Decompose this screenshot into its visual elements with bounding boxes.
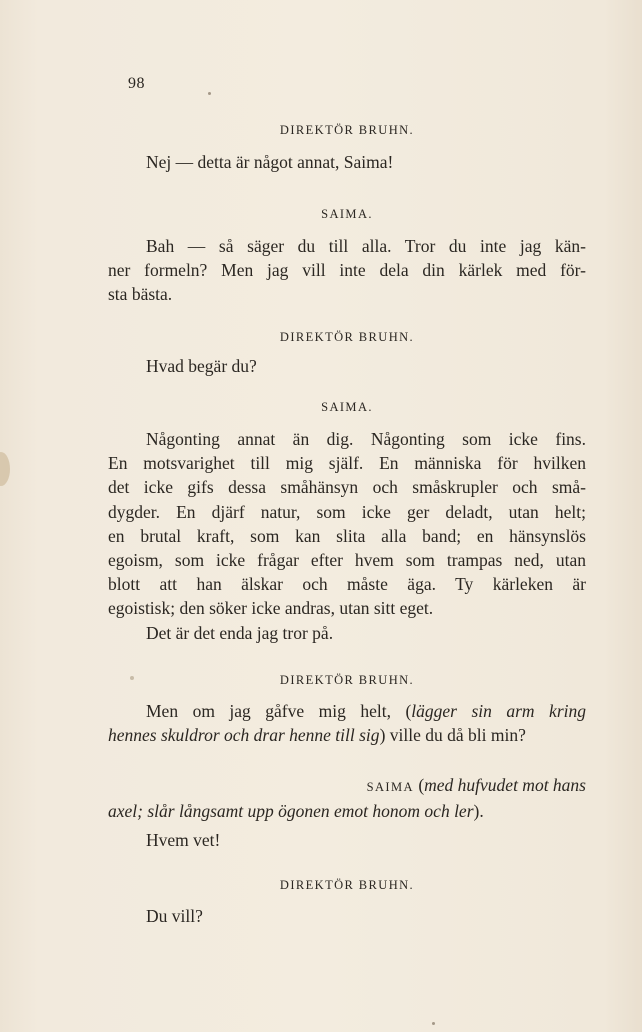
text-line: blott att han älskar och måste äga. Ty kärleken är — [108, 574, 586, 595]
text-line: dygder. En djärf natur, som icke ger deladt, utan helt; — [108, 501, 586, 522]
dialogue-paragraph — [108, 234, 586, 307]
dialogue-paragraph — [108, 354, 586, 378]
paren-close: ). — [473, 801, 484, 822]
text-line: Det är det enda jag tror på. — [146, 622, 334, 643]
text-line: Någonting annat än dig. Någonting som icke fins. — [146, 429, 586, 449]
dialogue-paragraph — [108, 150, 586, 174]
dialogue-paragraph — [108, 427, 586, 645]
speaker-heading: DIREKTÖR BRUHN. — [279, 878, 415, 892]
speaker-heading: SAIMA. — [321, 400, 373, 414]
stage-direction: med hufvudet mot hans — [424, 775, 586, 795]
dialogue-paragraph — [108, 773, 586, 853]
stage-direction: hennes skuldror och drar henne till sig — [108, 725, 380, 746]
dialogue-text: ) ville du då bli min? — [379, 725, 526, 746]
text-line: det icke gifs dessa småhänsyn och småskrupler och små- — [108, 477, 586, 498]
page-number: 98 — [128, 75, 145, 92]
text-line — [108, 699, 586, 723]
text-line: egoistisk; den söker icke andras, utan sitt eget. — [108, 598, 434, 619]
speaker-heading: DIREKTÖR BRUHN. — [279, 330, 415, 344]
speaker-heading: SAIMA — [366, 780, 414, 794]
text-line: Du vill? — [146, 906, 203, 926]
text-line: Hvad begär du? — [146, 356, 257, 376]
text-line — [108, 723, 586, 747]
speaker-heading: DIREKTÖR BRUHN. — [279, 123, 415, 137]
text-line — [108, 773, 586, 799]
text-line: ner formeln? Men jag vill inte dela din kärlek med för- — [108, 260, 586, 281]
speaker-heading: SAIMA. — [321, 207, 373, 221]
stage-direction: axel; slår långsamt upp ögonen emot honom och ler — [108, 801, 474, 822]
binding-mark — [0, 452, 10, 486]
dialogue-paragraph — [108, 904, 586, 928]
text-line: Hvem vet! — [146, 830, 221, 851]
dialogue-paragraph — [108, 699, 586, 747]
text-line: En motsvarighet till mig själf. En människa för hvilken — [108, 453, 586, 474]
stage-direction: lägger sin arm kring — [411, 701, 586, 721]
text-line: Bah — så säger du till alla. Tror du inte jag kän- — [146, 236, 586, 256]
text-line: egoism, som icke frågar efter hvem som trampas ned, utan — [108, 550, 586, 571]
ink-speck — [432, 1022, 435, 1025]
ink-speck — [208, 92, 211, 95]
text-line: en brutal kraft, som kan slita alla band; en hänsynslös — [108, 525, 586, 546]
text-line: Nej — detta är något annat, Saima! — [146, 152, 394, 172]
speaker-heading: DIREKTÖR BRUHN. — [279, 673, 415, 687]
dialogue-text: Men om jag gåfve mig helt, ( — [146, 701, 412, 721]
text-line — [108, 799, 586, 823]
text-line: sta bästa. — [108, 284, 173, 305]
paren-open: ( — [413, 775, 425, 795]
